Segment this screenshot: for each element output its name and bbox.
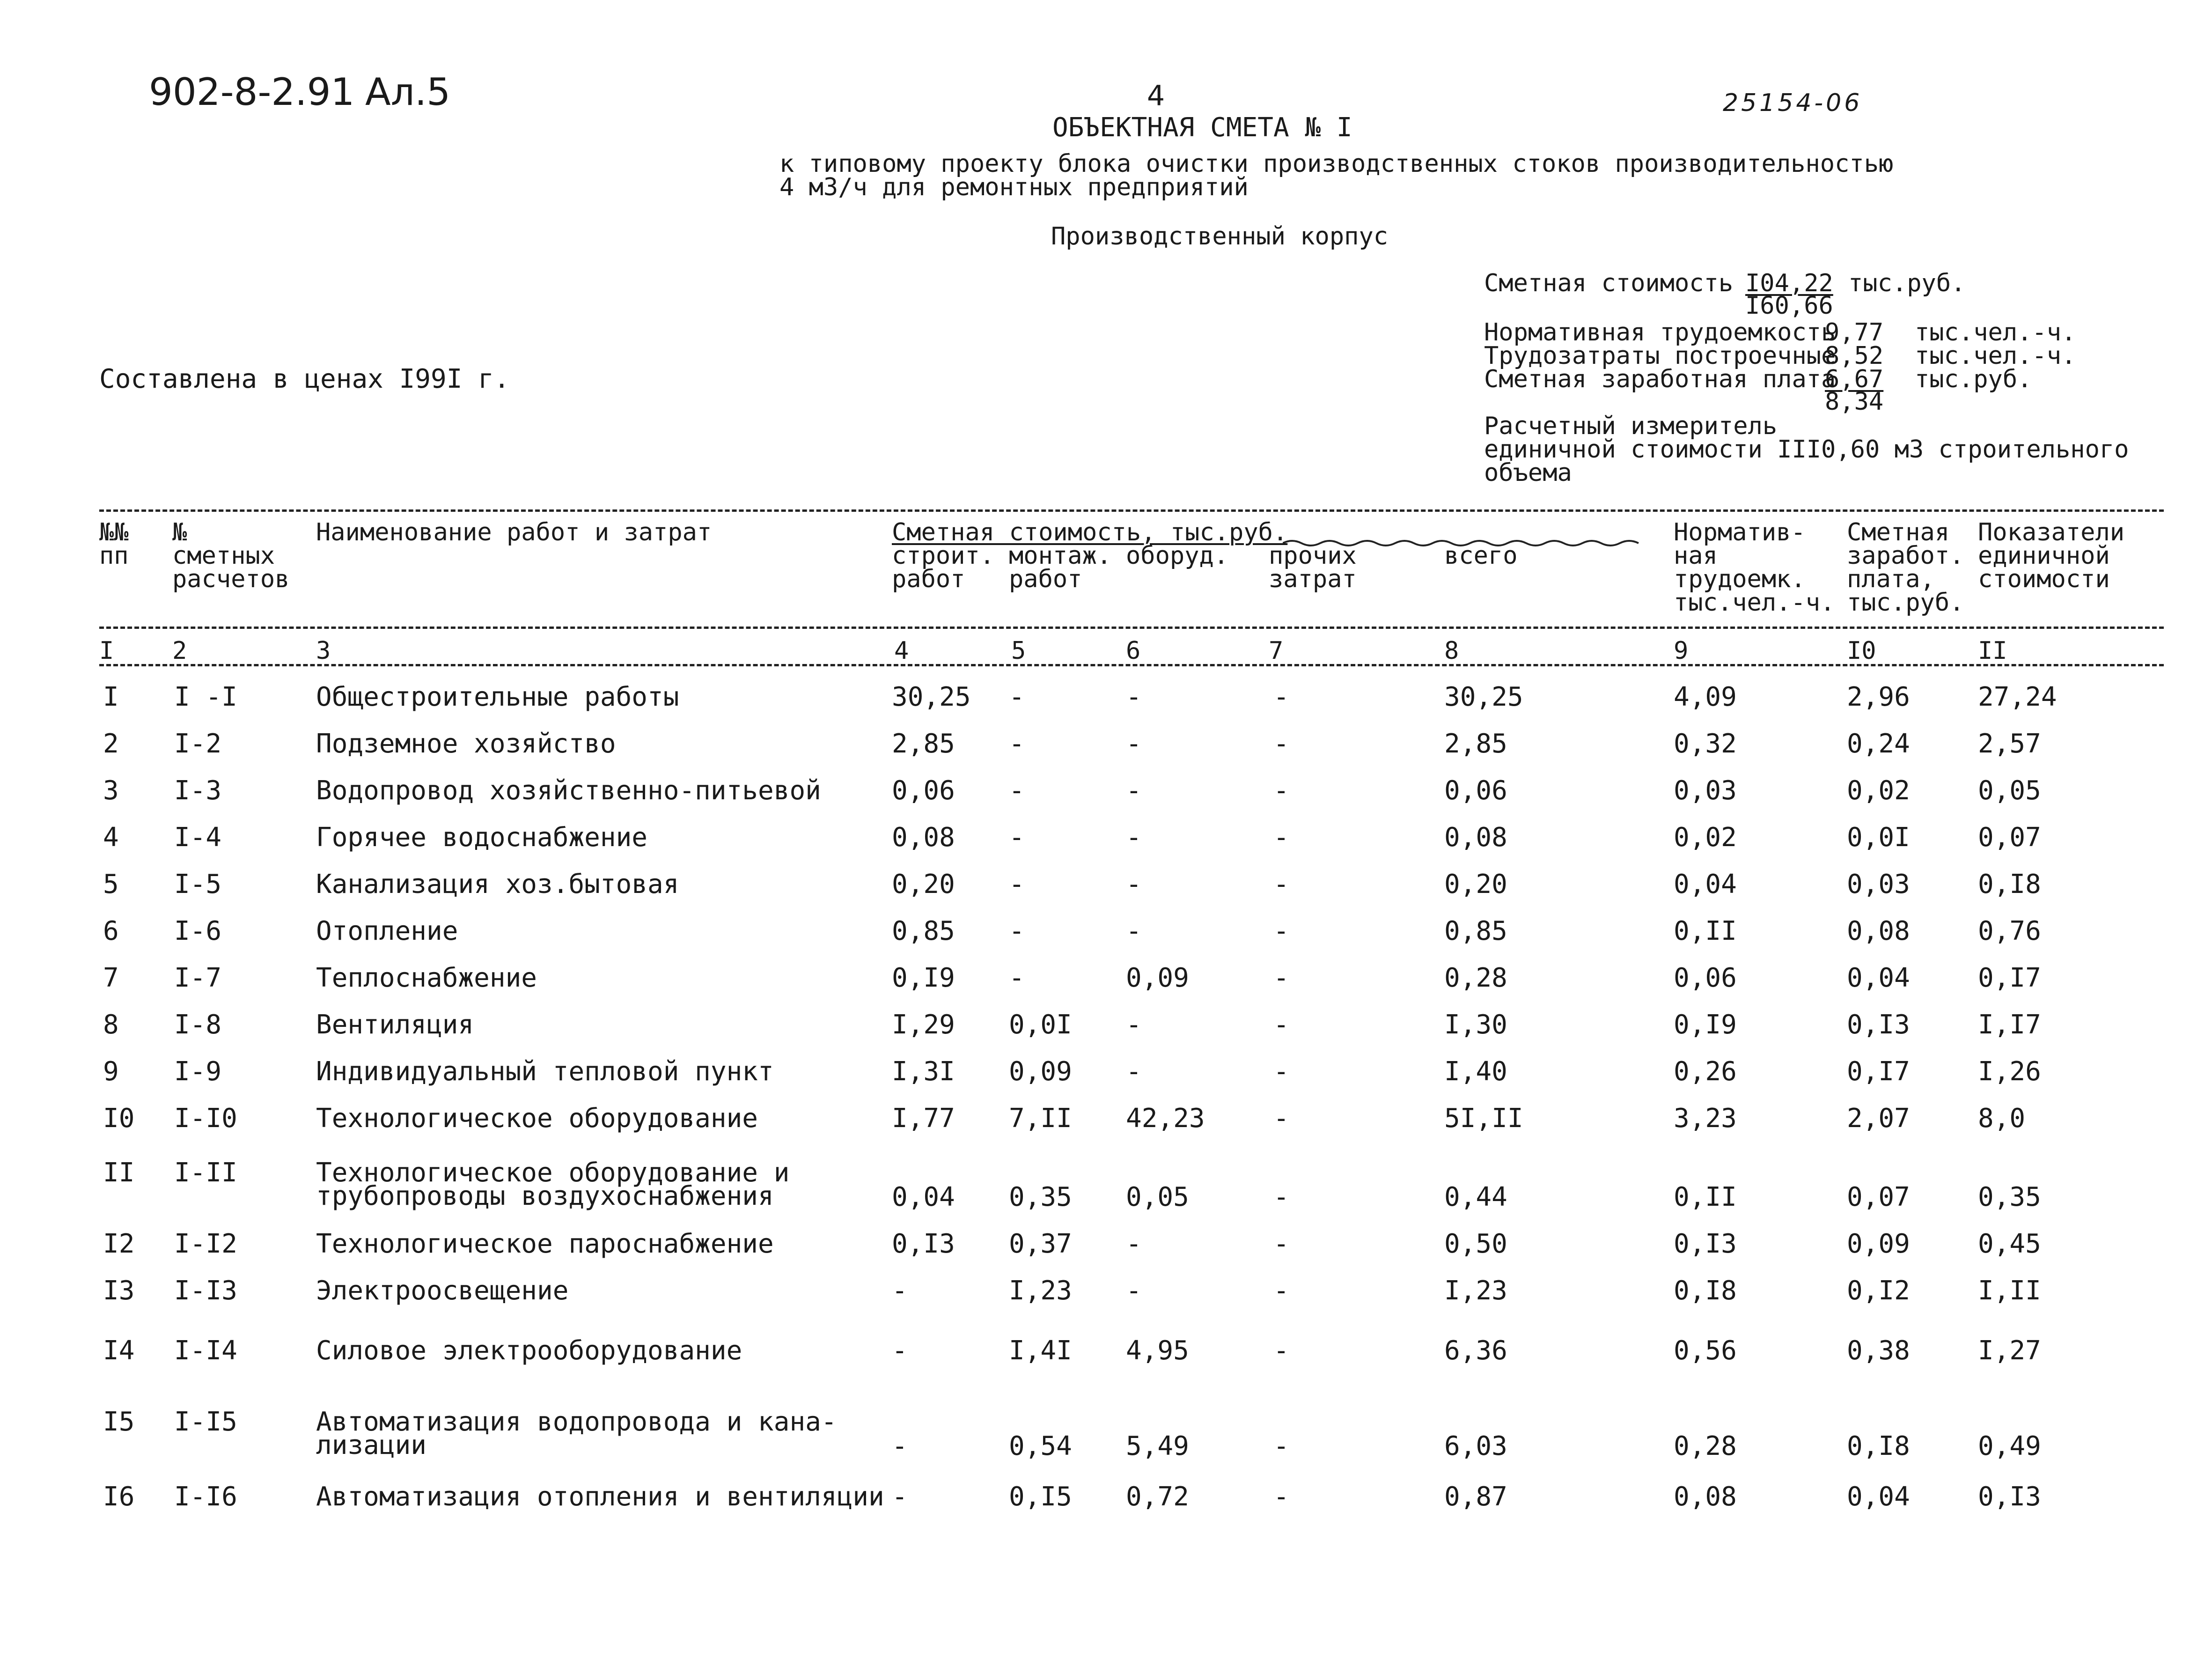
cell-work-name: Индивидуальный тепловой пункт (316, 1056, 774, 1087)
cell-labor-intensity: 0,02 (1674, 822, 1737, 853)
cell-equipment-cost: - (1126, 1276, 1142, 1306)
cell-construction-cost: 0,06 (892, 775, 955, 806)
cell-calc-number: I-3 (174, 775, 222, 806)
cell-unit-cost: I,II (1978, 1276, 2041, 1306)
cell-unit-cost: 0,I8 (1978, 869, 2041, 900)
cell-unit-cost: 0,I3 (1978, 1482, 2041, 1512)
header-col-10b: заработ. (1847, 542, 1964, 570)
cell-other-cost: - (1273, 916, 1289, 946)
cell-equipment-cost: 0,09 (1126, 963, 1189, 993)
cell-other-cost: - (1273, 729, 1289, 759)
cell-equipment-cost: - (1126, 1056, 1142, 1087)
header-col-10c: плата, (1847, 565, 1935, 593)
building-name: Производственный корпус (1051, 222, 1389, 251)
cell-labor-intensity: 0,I9 (1674, 1010, 1737, 1040)
cell-calc-number: I-2 (174, 729, 222, 759)
cell-other-cost: - (1273, 682, 1289, 712)
cell-work-name: Водопровод хозяйственно-питьевой (316, 775, 821, 806)
cell-total-cost: I,40 (1444, 1056, 1507, 1087)
cell-work-name: Автоматизация водопровода и кана- (316, 1407, 837, 1437)
cell-labor-intensity: 0,32 (1674, 729, 1737, 759)
cell-calc-number: I-I2 (174, 1229, 237, 1259)
cell-wages: 0,09 (1847, 1229, 1910, 1259)
cell-equipment-cost: - (1126, 869, 1142, 900)
cell-unit-cost: 0,76 (1978, 916, 2041, 946)
col-number-11: II (1978, 637, 2007, 665)
col-number-7: 7 (1269, 637, 1284, 665)
cell-installation-cost: 7,II (1009, 1103, 1072, 1134)
header-col-2c: расчетов (172, 565, 290, 593)
cell-calc-number: I-6 (174, 916, 222, 946)
onsite-labor-unit: тыс.чел.-ч. (1915, 342, 2076, 370)
cost-label: Сметная стоимость (1484, 269, 1734, 297)
page-number: 4 (1147, 80, 1165, 112)
cell-installation-cost: 0,09 (1009, 1056, 1072, 1087)
cell-equipment-cost: - (1126, 729, 1142, 759)
subtitle-line-1: к типовому проекту блока очистки производственных стоков производительностью (779, 150, 1894, 178)
col-number-2: 2 (172, 637, 187, 665)
cell-labor-intensity: 0,56 (1674, 1335, 1737, 1366)
cell-other-cost: - (1273, 822, 1289, 853)
cell-total-cost: 0,06 (1444, 775, 1507, 806)
cell-labor-intensity: 0,I3 (1674, 1229, 1737, 1259)
cell-unit-cost: 2,57 (1978, 729, 2041, 759)
cell-total-cost: 2,85 (1444, 729, 1507, 759)
cell-row-number: I2 (103, 1229, 135, 1259)
header-col-10a: Сметная (1847, 518, 1950, 546)
cell-other-cost: - (1273, 1056, 1289, 1087)
cell-total-cost: I,23 (1444, 1276, 1507, 1306)
cell-equipment-cost: - (1126, 1010, 1142, 1040)
cell-wages: 0,02 (1847, 775, 1910, 806)
cell-total-cost: 30,25 (1444, 682, 1523, 712)
cell-construction-cost: - (892, 1431, 908, 1461)
col-number-rule (99, 664, 2164, 666)
cost-unit: тыс.руб. (1848, 269, 1966, 297)
header-col-3: Наименование работ и затрат (316, 518, 712, 546)
cell-row-number: 8 (103, 1010, 119, 1040)
cell-calc-number: I-I3 (174, 1276, 237, 1306)
cell-installation-cost: - (1009, 775, 1025, 806)
cell-wages: 0,I7 (1847, 1056, 1910, 1087)
header-col-4a: строит. (892, 542, 995, 570)
cell-total-cost: 6,03 (1444, 1431, 1507, 1461)
cell-wages: 0,38 (1847, 1335, 1910, 1366)
cell-other-cost: - (1273, 1431, 1289, 1461)
col-number-4: 4 (894, 637, 909, 665)
cell-row-number: II (103, 1158, 135, 1188)
cell-installation-cost: - (1009, 822, 1025, 853)
col-number-8: 8 (1444, 637, 1459, 665)
cell-unit-cost: 0,07 (1978, 822, 2041, 853)
cell-work-name: трубопроводы воздухоснабжения (316, 1181, 774, 1211)
cell-labor-intensity: 4,09 (1674, 682, 1737, 712)
cell-installation-cost: 0,54 (1009, 1431, 1072, 1461)
cell-wages: 0,I3 (1847, 1010, 1910, 1040)
cost-value: I04,22 (1745, 269, 1833, 297)
cell-equipment-cost: 42,23 (1126, 1103, 1205, 1134)
header-col-11b: единичной (1978, 542, 2110, 570)
col-number-5: 5 (1011, 637, 1026, 665)
cell-total-cost: 6,36 (1444, 1335, 1507, 1366)
cell-work-name: Технологическое пароснабжение (316, 1229, 774, 1259)
cell-work-name: Электроосвещение (316, 1276, 569, 1306)
cell-total-cost: 0,20 (1444, 869, 1507, 900)
cell-row-number: 3 (103, 775, 119, 806)
cell-construction-cost: 0,85 (892, 916, 955, 946)
onsite-labor-label: Трудозатраты построечные (1484, 342, 1836, 370)
album-number: Ал.5 (365, 70, 451, 114)
header-cost-group: Сметная стоимость, тыс.руб. (892, 518, 1288, 546)
cell-work-name: Подземное хозяйство (316, 729, 616, 759)
cell-construction-cost: 0,I3 (892, 1229, 955, 1259)
cell-calc-number: I-7 (174, 963, 222, 993)
cell-row-number: 2 (103, 729, 119, 759)
cell-other-cost: - (1273, 1229, 1289, 1259)
meter-line-3: объема (1484, 459, 1572, 487)
cell-equipment-cost: 4,95 (1126, 1335, 1189, 1366)
cell-installation-cost: - (1009, 963, 1025, 993)
cell-row-number: I3 (103, 1276, 135, 1306)
cell-unit-cost: 0,45 (1978, 1229, 2041, 1259)
cell-unit-cost: 0,35 (1978, 1182, 2041, 1212)
cell-construction-cost: - (892, 1335, 908, 1366)
cell-installation-cost: - (1009, 916, 1025, 946)
cell-equipment-cost: - (1126, 916, 1142, 946)
header-col-4b: работ (892, 565, 965, 593)
header-col-9c: трудоемк. (1674, 565, 1806, 593)
cell-equipment-cost: 0,72 (1126, 1482, 1189, 1512)
cell-work-name: лизации (316, 1430, 427, 1460)
header-col-11a: Показатели (1978, 518, 2125, 546)
cell-calc-number: I-I0 (174, 1103, 237, 1134)
cell-construction-cost: I,29 (892, 1010, 955, 1040)
header-col-1b: пп (99, 542, 129, 570)
cost-value-2: I60,66 (1745, 292, 1833, 320)
cell-equipment-cost: 0,05 (1126, 1182, 1189, 1212)
cell-installation-cost: - (1009, 682, 1025, 712)
cell-construction-cost: 0,I9 (892, 963, 955, 993)
cell-wages: 0,08 (1847, 916, 1910, 946)
cell-other-cost: - (1273, 963, 1289, 993)
header-col-2a: № (172, 518, 187, 546)
cell-work-name: Силовое электрооборудование (316, 1335, 742, 1366)
cell-calc-number: I-I6 (174, 1482, 237, 1512)
cell-unit-cost: I,26 (1978, 1056, 2041, 1087)
cell-row-number: I0 (103, 1103, 135, 1134)
header-col-11c: стоимости (1978, 565, 2110, 593)
cell-construction-cost: - (892, 1482, 908, 1512)
labor-value: 9,77 (1825, 318, 1884, 347)
labor-label: Нормативная трудоемкость (1484, 318, 1836, 347)
wage-value: 6,67 (1825, 365, 1884, 393)
cell-wages: 2,07 (1847, 1103, 1910, 1134)
archive-stamp-number: 25154-06 (1723, 89, 1863, 117)
cell-wages: 0,04 (1847, 1482, 1910, 1512)
cell-wages: 0,04 (1847, 963, 1910, 993)
header-col-5b: работ (1009, 565, 1082, 593)
cell-other-cost: - (1273, 1182, 1289, 1212)
prices-note: Составлена в ценах I99I г. (99, 364, 510, 394)
cell-equipment-cost: - (1126, 682, 1142, 712)
wage-label: Сметная заработная плата (1484, 365, 1836, 393)
cell-other-cost: - (1273, 1335, 1289, 1366)
cell-construction-cost: 0,08 (892, 822, 955, 853)
cell-installation-cost: I,23 (1009, 1276, 1072, 1306)
cell-work-name: Общестроительные работы (316, 682, 679, 712)
cell-unit-cost: 0,I7 (1978, 963, 2041, 993)
cell-installation-cost: 0,I5 (1009, 1482, 1072, 1512)
cell-installation-cost: 0,0I (1009, 1010, 1072, 1040)
header-col-10d: тыс.руб. (1847, 589, 1964, 617)
cell-wages: 0,I2 (1847, 1276, 1910, 1306)
meter-line-1: Расчетный измеритель (1484, 412, 1778, 440)
header-col-5a: монтаж. (1009, 542, 1112, 570)
cell-total-cost: I,30 (1444, 1010, 1507, 1040)
cell-total-cost: 0,28 (1444, 963, 1507, 993)
cell-installation-cost: I,4I (1009, 1335, 1072, 1366)
cell-labor-intensity: 0,28 (1674, 1431, 1737, 1461)
cell-calc-number: I-5 (174, 869, 222, 900)
cell-calc-number: I-4 (174, 822, 222, 853)
cell-labor-intensity: 0,03 (1674, 775, 1737, 806)
cell-total-cost: 0,87 (1444, 1482, 1507, 1512)
cell-labor-intensity: 0,I8 (1674, 1276, 1737, 1306)
cell-labor-intensity: 3,23 (1674, 1103, 1737, 1134)
page-title: ОБЪЕКТНАЯ СМЕТА № I (1052, 112, 1352, 143)
cell-construction-cost: - (892, 1276, 908, 1306)
wage-value-2: 8,34 (1825, 388, 1884, 416)
meter-line-2: единичной стоимости III0,60 м3 строительного (1484, 435, 2129, 464)
cell-calc-number: I-8 (174, 1010, 222, 1040)
cell-other-cost: - (1273, 869, 1289, 900)
cell-other-cost: - (1273, 1010, 1289, 1040)
cell-wages: 0,0I (1847, 822, 1910, 853)
cell-work-name: Вентиляция (316, 1010, 474, 1040)
col-number-10: I0 (1847, 637, 1876, 665)
cell-installation-cost: - (1009, 869, 1025, 900)
header-col-6: оборуд. (1126, 542, 1229, 570)
cell-unit-cost: I,27 (1978, 1335, 2041, 1366)
cell-total-cost: 0,44 (1444, 1182, 1507, 1212)
header-col-7a: прочих (1269, 542, 1357, 570)
cell-row-number: 7 (103, 963, 119, 993)
header-col-2b: сметных (172, 542, 275, 570)
cell-wages: 0,03 (1847, 869, 1910, 900)
cell-wages: 0,I8 (1847, 1431, 1910, 1461)
header-bottom-rule (99, 627, 2164, 629)
cell-calc-number: I-I5 (174, 1407, 237, 1437)
cell-installation-cost: 0,37 (1009, 1229, 1072, 1259)
cell-equipment-cost: 5,49 (1126, 1431, 1189, 1461)
cell-unit-cost: 0,05 (1978, 775, 2041, 806)
cell-unit-cost: 0,49 (1978, 1431, 2041, 1461)
cell-labor-intensity: 0,06 (1674, 963, 1737, 993)
cell-work-name: Горячее водоснабжение (316, 822, 648, 853)
cell-other-cost: - (1273, 1482, 1289, 1512)
cell-calc-number: I-I4 (174, 1335, 237, 1366)
cell-calc-number: I-II (174, 1158, 237, 1188)
cell-unit-cost: I,I7 (1978, 1010, 2041, 1040)
cell-other-cost: - (1273, 1276, 1289, 1306)
col-number-6: 6 (1126, 637, 1141, 665)
cell-construction-cost: 2,85 (892, 729, 955, 759)
header-col-8: всего (1444, 542, 1518, 570)
cell-labor-intensity: 0,04 (1674, 869, 1737, 900)
cell-row-number: 9 (103, 1056, 119, 1087)
subtitle-line-2: 4 м3/ч для ремонтных предприятий (779, 173, 1249, 201)
header-col-9d: тыс.чел.-ч. (1674, 589, 1835, 617)
header-col-9b: ная (1674, 542, 1718, 570)
header-col-7b: затрат (1269, 565, 1357, 593)
col-number-1: I (99, 637, 114, 665)
cell-calc-number: I-9 (174, 1056, 222, 1087)
cell-row-number: 6 (103, 916, 119, 946)
cell-calc-number: I -I (174, 682, 237, 712)
cell-work-name: Технологическое оборудование и (316, 1158, 790, 1188)
cell-equipment-cost: - (1126, 775, 1142, 806)
cell-total-cost: 0,50 (1444, 1229, 1507, 1259)
cell-row-number: I (103, 682, 119, 712)
header-col-1a: №№ (99, 518, 129, 546)
cell-work-name: Отопление (316, 916, 458, 946)
cell-labor-intensity: 0,II (1674, 916, 1737, 946)
cell-construction-cost: 0,20 (892, 869, 955, 900)
cell-other-cost: - (1273, 1103, 1289, 1134)
cell-work-name: Технологическое оборудование (316, 1103, 758, 1134)
cell-wages: 0,07 (1847, 1182, 1910, 1212)
cell-row-number: 5 (103, 869, 119, 900)
cell-installation-cost: 0,35 (1009, 1182, 1072, 1212)
cell-row-number: I6 (103, 1482, 135, 1512)
cell-unit-cost: 8,0 (1978, 1103, 2026, 1134)
cell-construction-cost: I,3I (892, 1056, 955, 1087)
cell-work-name: Автоматизация отопления и вентиляции (316, 1482, 884, 1512)
header-top-rule (99, 509, 2164, 512)
col-number-3: 3 (316, 637, 331, 665)
document-code: 902-8-2.91 (149, 70, 355, 114)
cell-construction-cost: 30,25 (892, 682, 971, 712)
labor-unit: тыс.чел.-ч. (1915, 318, 2076, 347)
cell-labor-intensity: 0,08 (1674, 1482, 1737, 1512)
wage-unit: тыс.руб. (1915, 365, 2032, 393)
cell-equipment-cost: - (1126, 1229, 1142, 1259)
cell-wages: 0,24 (1847, 729, 1910, 759)
cell-row-number: 4 (103, 822, 119, 853)
cell-total-cost: 0,85 (1444, 916, 1507, 946)
cell-work-name: Теплоснабжение (316, 963, 537, 993)
cell-construction-cost: I,77 (892, 1103, 955, 1134)
cell-other-cost: - (1273, 775, 1289, 806)
header-col-9a: Норматив- (1674, 518, 1806, 546)
cell-construction-cost: 0,04 (892, 1182, 955, 1212)
cell-installation-cost: - (1009, 729, 1025, 759)
onsite-labor-value: 8,52 (1825, 342, 1884, 370)
cell-total-cost: 5I,II (1444, 1103, 1523, 1134)
cell-unit-cost: 27,24 (1978, 682, 2057, 712)
col-number-9: 9 (1674, 637, 1689, 665)
cell-row-number: I5 (103, 1407, 135, 1437)
cell-wages: 2,96 (1847, 682, 1910, 712)
cell-row-number: I4 (103, 1335, 135, 1366)
cell-labor-intensity: 0,26 (1674, 1056, 1737, 1087)
cell-work-name: Канализация хоз.бытовая (316, 869, 679, 900)
cell-equipment-cost: - (1126, 822, 1142, 853)
cell-total-cost: 0,08 (1444, 822, 1507, 853)
cell-labor-intensity: 0,II (1674, 1182, 1737, 1212)
